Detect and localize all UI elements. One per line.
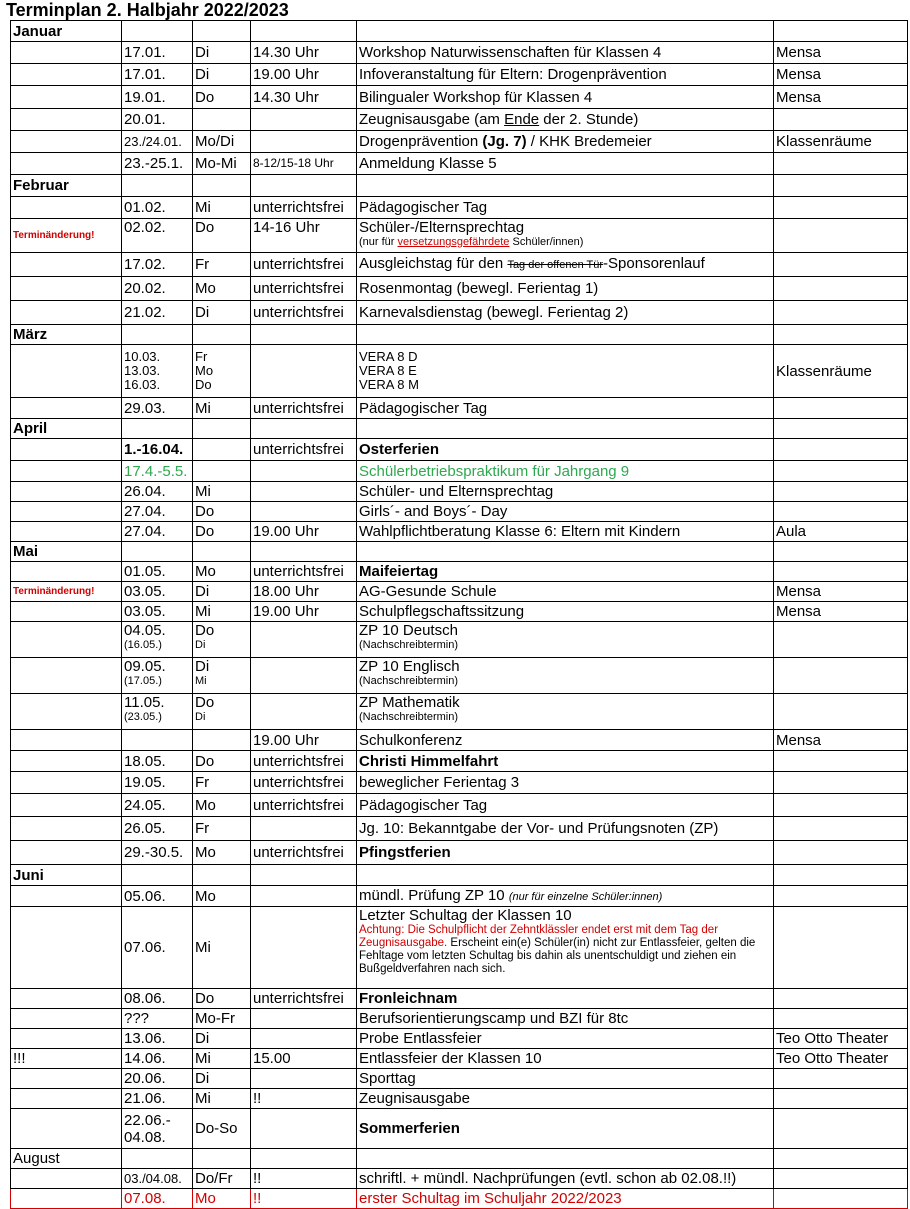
date-cell: 03.05. (122, 582, 193, 602)
month-label: August (11, 1149, 122, 1169)
table-row (11, 694, 908, 730)
date-cell: 19.01. (122, 86, 193, 109)
date-cell: ??? (122, 1009, 193, 1029)
event-cell: Pädagogischer Tag (357, 794, 774, 817)
time-cell: !! (251, 1169, 357, 1189)
day-cell: Mo (193, 277, 251, 301)
day-cell: Fr (193, 253, 251, 277)
date-line-alt: (17.05.) (124, 675, 162, 687)
table-row (11, 219, 908, 253)
month-row-maerz (11, 325, 908, 345)
day-line: Do (195, 622, 215, 639)
time-cell: unterrichtsfrei (251, 794, 357, 817)
place-cell: Mensa (774, 602, 908, 622)
day-cell: Mi (193, 907, 251, 989)
time-cell: 15.00 (251, 1049, 357, 1069)
date-cell: 20.02. (122, 277, 193, 301)
table-row (11, 1009, 908, 1029)
month-label: Mai (11, 542, 122, 562)
table-row (11, 907, 908, 989)
event-subtext: Schüler/innen) (509, 236, 584, 248)
time-cell: unterrichtsfrei (251, 197, 357, 219)
day-cell: Di (193, 582, 251, 602)
event-cell: Christi Himmelfahrt (357, 751, 774, 772)
event-cell: Sommerferien (357, 1109, 774, 1149)
day-cell: Fr (193, 817, 251, 841)
event-cell: Osterferien (357, 439, 774, 461)
place-cell: Teo Otto Theater (774, 1029, 908, 1049)
place-cell: Klassenräume (774, 345, 908, 398)
event-cell: Schülerbetriebspraktikum für Jahrgang 9 (357, 461, 774, 482)
table-row (11, 622, 908, 658)
event-cell: Karnevalsdienstag (bewegl. Ferientag 2) (357, 301, 774, 325)
event-detail: Erscheint ein(e) Schüler(in) nicht zur Entlassfeier, gelten die Fehltage vom letzten Schultag bis dahin als unentschuldigt und ziehen ein Bußgeldverfahren nach sich. (359, 937, 756, 975)
day-cell: Di (193, 301, 251, 325)
event-cell: Pfingstferien (357, 841, 774, 865)
event-line: VERA 8 M (359, 377, 419, 392)
event-cell (357, 907, 774, 989)
date-cell (122, 1109, 193, 1149)
date-line: 22.06.- (124, 1111, 171, 1129)
day-line-alt: Di (195, 639, 206, 651)
date-cell: 08.06. (122, 989, 193, 1009)
day-cell: Mo (193, 794, 251, 817)
event-cell: Entlassfeier der Klassen 10 (357, 1049, 774, 1069)
time-cell: 14-16 Uhr (251, 219, 357, 253)
event-cell: Jg. 10: Bekanntgabe der Vor- und Prüfungsnoten (ZP) (357, 817, 774, 841)
event-cell: Zeugnisausgabe (357, 1089, 774, 1109)
event-line: VERA 8 D (359, 349, 418, 364)
event-subtext: (Nachschreibtermin) (359, 675, 459, 687)
table-row (11, 301, 908, 325)
event-cell (357, 886, 774, 907)
event-text: Ausgleichstag für den (359, 255, 508, 272)
time-cell: unterrichtsfrei (251, 253, 357, 277)
date-cell: 20.01. (122, 109, 193, 131)
month-row-juni (11, 865, 908, 886)
time-cell: unterrichtsfrei (251, 772, 357, 794)
day-cell: Mi (193, 602, 251, 622)
time-cell: 14.30 Uhr (251, 42, 357, 64)
day-line-alt: Di (195, 711, 206, 723)
time-cell: unterrichtsfrei (251, 989, 357, 1009)
day-cell: Do (193, 502, 251, 522)
date-cell: 23.-25.1. (122, 153, 193, 175)
event-cell: erster Schultag im Schuljahr 2022/2023 (357, 1189, 774, 1209)
event-cell: Schulpflegschaftssitzung (357, 602, 774, 622)
event-cell (357, 694, 774, 730)
event-subtext-highlight: versetzungsgefährdete (397, 236, 510, 248)
event-cell: Workshop Naturwissenschaften für Klassen 4 (357, 42, 774, 64)
event-subtext: (Nachschreibtermin) (359, 711, 459, 723)
event-cell: beweglicher Ferientag 3 (357, 772, 774, 794)
day-line: Fr (195, 349, 208, 364)
time-cell: 14.30 Uhr (251, 86, 357, 109)
month-label: Februar (11, 175, 122, 197)
month-label: Januar (11, 21, 122, 42)
time-cell: 19.00 Uhr (251, 602, 357, 622)
date-cell: 02.02. (122, 219, 193, 253)
day-line: Do (195, 694, 215, 711)
table-row (11, 109, 908, 131)
event-cell: Fronleichnam (357, 989, 774, 1009)
change-note: Terminänderung! (11, 219, 122, 253)
table-row (11, 886, 908, 907)
date-cell: 21.06. (122, 1089, 193, 1109)
date-cell: 13.06. (122, 1029, 193, 1049)
event-cell (357, 622, 774, 658)
date-cell: 20.06. (122, 1069, 193, 1089)
place-cell: Teo Otto Theater (774, 1049, 908, 1069)
day-cell: Mi (193, 482, 251, 502)
date-cell: 05.06. (122, 886, 193, 907)
event-cell: Sporttag (357, 1069, 774, 1089)
event-line: VERA 8 E (359, 363, 417, 378)
table-row (11, 253, 908, 277)
date-cell: 23./24.01. (122, 131, 193, 153)
date-cell: 29.03. (122, 398, 193, 419)
date-cell: 03./04.08. (122, 1169, 193, 1189)
event-cell: Bilingualer Workshop für Klassen 4 (357, 86, 774, 109)
event-text: Letzter Schultag der Klassen 10 (359, 907, 572, 924)
date-cell: 26.05. (122, 817, 193, 841)
time-cell: !! (251, 1089, 357, 1109)
month-label: Juni (11, 865, 122, 886)
table-row (11, 794, 908, 817)
date-cell (122, 658, 193, 694)
month-row-august (11, 1149, 908, 1169)
event-text-struck: Tag der offenen Tür (507, 259, 604, 271)
time-cell: 19.00 Uhr (251, 730, 357, 751)
table-row (11, 461, 908, 482)
event-cell (357, 109, 774, 131)
table-row (11, 522, 908, 542)
event-text: Zeugnisausgabe (am (359, 111, 505, 128)
month-label: April (11, 419, 122, 439)
day-cell: Mo (193, 841, 251, 865)
event-line: ZP Mathematik (359, 694, 460, 711)
day-cell: Do (193, 86, 251, 109)
table-row (11, 131, 908, 153)
month-row-februar (11, 175, 908, 197)
day-cell: Di (193, 64, 251, 86)
table-row (11, 1169, 908, 1189)
month-row-mai (11, 542, 908, 562)
date-cell (122, 345, 193, 398)
day-cell: Do (193, 751, 251, 772)
day-cell: Do (193, 219, 251, 253)
event-cell: Probe Entlassfeier (357, 1029, 774, 1049)
day-cell: Mi (193, 197, 251, 219)
table-row (11, 1069, 908, 1089)
date-cell: 17.02. (122, 253, 193, 277)
event-cell (357, 219, 774, 253)
time-cell: unterrichtsfrei (251, 751, 357, 772)
day-cell (193, 694, 251, 730)
table-row (11, 153, 908, 175)
date-line: 11.05. (124, 694, 165, 711)
date-line: 04.05. (124, 622, 166, 639)
time-cell: unterrichtsfrei (251, 562, 357, 582)
event-cell (357, 131, 774, 153)
day-cell: Mo (193, 886, 251, 907)
day-cell: Di (193, 1069, 251, 1089)
table-row (11, 398, 908, 419)
event-cell: Maifeiertag (357, 562, 774, 582)
date-line: 04.08. (124, 1128, 166, 1146)
table-row (11, 751, 908, 772)
day-cell: Di (193, 42, 251, 64)
event-text-bold: (Jg. 7) (482, 133, 527, 150)
event-cell: Pädagogischer Tag (357, 197, 774, 219)
time-cell: unterrichtsfrei (251, 398, 357, 419)
event-text: mündl. Prüfung ZP 10 (359, 886, 509, 904)
event-note: (nur für einzelne Schüler:innen) (508, 890, 663, 903)
table-row (11, 658, 908, 694)
event-cell (357, 253, 774, 277)
event-subtext: (nur für (359, 236, 398, 248)
month-label: März (11, 325, 122, 345)
date-line: 13.03. (124, 363, 161, 378)
table-row (11, 989, 908, 1009)
day-cell: Mo (193, 562, 251, 582)
month-row-april (11, 419, 908, 439)
day-cell: Do (193, 522, 251, 542)
table-row (11, 502, 908, 522)
day-line: Di (195, 658, 210, 675)
table-row (11, 277, 908, 301)
day-cell: Mi (193, 398, 251, 419)
event-cell: Schüler- und Elternsprechtag (357, 482, 774, 502)
table-row (11, 730, 908, 751)
event-cell: Wahlpflichtberatung Klasse 6: Eltern mit Kindern (357, 522, 774, 542)
event-text: / KHK Bredemeier (526, 133, 652, 150)
event-line: ZP 10 Deutsch (359, 622, 458, 639)
date-cell: 18.05. (122, 751, 193, 772)
date-line-alt: (16.05.) (124, 639, 162, 651)
table-row (11, 1089, 908, 1109)
date-cell: 1.-16.04. (122, 439, 193, 461)
day-cell: Mo-Fr (193, 1009, 251, 1029)
place-cell: Mensa (774, 42, 908, 64)
event-cell: AG-Gesunde Schule (357, 582, 774, 602)
table-row (11, 582, 908, 602)
table-row (11, 772, 908, 794)
schedule-table (10, 20, 908, 1209)
event-cell: Pädagogischer Tag (357, 398, 774, 419)
date-cell: 01.05. (122, 562, 193, 582)
table-row (11, 841, 908, 865)
event-cell: schriftl. + mündl. Nachprüfungen (evtl. schon ab 02.08.!!) (357, 1169, 774, 1189)
table-row (11, 817, 908, 841)
place-cell: Mensa (774, 64, 908, 86)
date-line-alt: (23.05.) (124, 711, 162, 723)
table-row (11, 86, 908, 109)
time-cell: 19.00 Uhr (251, 64, 357, 86)
table-row (11, 197, 908, 219)
day-cell: Do (193, 989, 251, 1009)
event-cell: Rosenmontag (bewegl. Ferientag 1) (357, 277, 774, 301)
date-cell: 07.08. (122, 1189, 193, 1209)
event-cell (357, 658, 774, 694)
event-cell: Girls´- and Boys´- Day (357, 502, 774, 522)
date-cell: 21.02. (122, 301, 193, 325)
place-cell: Mensa (774, 582, 908, 602)
date-cell: 17.01. (122, 42, 193, 64)
time-cell: 8-12/15-18 Uhr (251, 153, 357, 175)
event-text: Schüler-/Elternsprechtag (359, 219, 525, 236)
day-cell: Mo-Mi (193, 153, 251, 175)
day-cell (193, 345, 251, 398)
date-cell: 19.05. (122, 772, 193, 794)
day-cell: Do-So (193, 1109, 251, 1149)
event-subtext: (Nachschreibtermin) (359, 639, 459, 651)
day-cell: Fr (193, 772, 251, 794)
day-line: Mo (195, 363, 214, 378)
table-row (11, 42, 908, 64)
event-cell: Infoveranstaltung für Eltern: Drogenprävention (357, 64, 774, 86)
table-row (11, 64, 908, 86)
place-cell: Aula (774, 522, 908, 542)
day-cell: Di (193, 1029, 251, 1049)
day-line-alt: Mi (195, 675, 207, 687)
date-line: 16.03. (124, 377, 161, 392)
exclaim-marker: !!! (11, 1049, 122, 1069)
event-line: ZP 10 Englisch (359, 658, 460, 675)
event-text-underlined: Ende (504, 111, 540, 128)
table-row (11, 345, 908, 398)
time-cell: 18.00 Uhr (251, 582, 357, 602)
day-cell: Mi (193, 1049, 251, 1069)
time-cell: unterrichtsfrei (251, 841, 357, 865)
table-row (11, 1189, 908, 1209)
warning-text: Achtung: Die Schulpflicht der Zehntklässler endet erst mit dem Tag der Zeugnisausgabe. (359, 924, 719, 949)
month-row-januar (11, 21, 908, 42)
time-cell: unterrichtsfrei (251, 439, 357, 461)
day-cell: Mo (193, 1189, 251, 1209)
time-cell: unterrichtsfrei (251, 277, 357, 301)
time-cell: unterrichtsfrei (251, 301, 357, 325)
day-cell: Mi (193, 1089, 251, 1109)
date-cell: 27.04. (122, 522, 193, 542)
event-cell: Anmeldung Klasse 5 (357, 153, 774, 175)
place-cell: Mensa (774, 730, 908, 751)
change-note: Terminänderung! (11, 582, 122, 602)
date-cell: 14.06. (122, 1049, 193, 1069)
day-cell (193, 658, 251, 694)
time-cell: !! (251, 1189, 357, 1209)
event-text: Drogenprävention (359, 133, 483, 150)
event-text: der 2. Stunde) (539, 111, 639, 128)
time-cell: 19.00 Uhr (251, 522, 357, 542)
date-cell: 24.05. (122, 794, 193, 817)
event-cell: Berufsorientierungscamp und BZI für 8tc (357, 1009, 774, 1029)
date-cell: 01.02. (122, 197, 193, 219)
date-cell: 03.05. (122, 602, 193, 622)
event-cell: Schulkonferenz (357, 730, 774, 751)
day-cell (193, 622, 251, 658)
table-row (11, 1109, 908, 1149)
place-cell: Mensa (774, 86, 908, 109)
date-cell: 17.4.-5.5. (122, 461, 193, 482)
date-cell: 27.04. (122, 502, 193, 522)
date-cell: 29.-30.5. (122, 841, 193, 865)
table-row (11, 562, 908, 582)
event-text: -Sponsorenlauf (603, 255, 705, 272)
table-row (11, 482, 908, 502)
day-cell: Mo/Di (193, 131, 251, 153)
date-line: 09.05. (124, 658, 166, 675)
day-cell: Do/Fr (193, 1169, 251, 1189)
table-row (11, 439, 908, 461)
date-cell: 26.04. (122, 482, 193, 502)
page-title: Terminplan 2. Halbjahr 2022/2023 (6, 0, 289, 20)
date-cell: 17.01. (122, 64, 193, 86)
table-row (11, 602, 908, 622)
date-cell: 07.06. (122, 907, 193, 989)
place-cell: Klassenräume (774, 131, 908, 153)
date-cell (122, 694, 193, 730)
event-cell (357, 345, 774, 398)
table-row (11, 1029, 908, 1049)
table-row (11, 1049, 908, 1069)
date-line: 10.03. (124, 349, 161, 364)
day-line: Do (195, 377, 212, 392)
date-cell (122, 622, 193, 658)
